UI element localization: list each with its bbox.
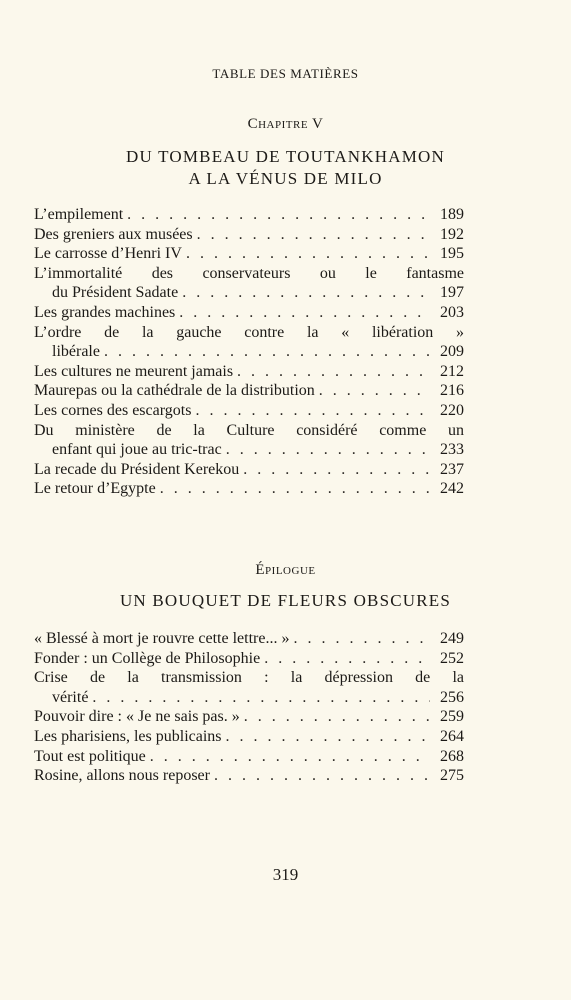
toc-page-number: 264 (440, 727, 464, 745)
dot-leader (182, 283, 430, 303)
dot-leader (179, 303, 430, 323)
toc-entry (34, 323, 464, 362)
toc-entry (34, 479, 464, 499)
toc-entry (34, 707, 464, 727)
toc-page-number: 220 (440, 401, 464, 419)
dot-leader (243, 460, 430, 480)
toc-page-number: 275 (440, 767, 464, 785)
toc-entry-title: Crise de la transmission : la dépression de la (34, 669, 464, 687)
dot-leader (244, 707, 430, 727)
dot-leader (195, 401, 430, 421)
dot-leader (226, 727, 430, 747)
toc-page-number: 252 (440, 649, 464, 667)
toc-page-number: 212 (440, 362, 464, 380)
toc-page-number: 203 (440, 303, 464, 321)
toc-entry (34, 629, 464, 649)
toc-entry-title: « Blessé à mort je rouvre cette lettre... » (34, 630, 290, 647)
chapter-label: Chapitre V (247, 116, 324, 132)
toc-entry-title: Rosine, allons nous reposer (34, 767, 210, 785)
toc-entry-title: L’empilement (34, 206, 124, 223)
toc-entry-title: vérité (52, 688, 89, 706)
toc-entry (34, 381, 464, 401)
toc-entry-title: Des greniers aux musées (34, 225, 193, 243)
toc-entry (34, 303, 464, 323)
running-head: TABLE DES MATIÈRES (212, 66, 359, 81)
toc-entry-title: Le carrosse d’Henri IV (34, 245, 182, 263)
dot-leader (186, 244, 430, 264)
toc-entry (34, 362, 464, 382)
dot-leader (127, 205, 430, 225)
toc-entry-title: enfant qui joue au tric-trac (52, 441, 222, 459)
dot-leader (293, 629, 430, 649)
toc-page-number: 249 (440, 630, 464, 647)
toc-entry-title: L’immortalité des conservateurs ou le fantasme (34, 264, 464, 282)
chapter-title (0, 146, 571, 190)
dot-leader (214, 766, 430, 786)
page-number: 319 (272, 865, 299, 884)
toc-entry (34, 649, 464, 669)
toc-entry (34, 421, 464, 460)
toc-entry-title: Les cornes des escargots (34, 401, 192, 419)
toc-entry (34, 244, 464, 264)
toc-page-number: 192 (440, 225, 464, 243)
dot-leader (197, 225, 430, 245)
toc-entry (34, 727, 464, 747)
toc-page-number: 209 (440, 343, 464, 361)
toc-page-number: 242 (440, 480, 464, 498)
toc-page-number: 259 (440, 708, 464, 726)
toc-page-number: 216 (440, 382, 464, 400)
dot-leader (160, 479, 430, 499)
dot-leader (92, 688, 430, 708)
toc-entry-title: Pouvoir dire : « Je ne sais pas. » (34, 708, 240, 726)
toc-entry (34, 264, 464, 303)
toc-entry-title: Du ministère de la Culture considéré comme un (34, 421, 464, 439)
toc-entry-title: Fonder : un Collège de Philosophie (34, 649, 261, 667)
toc-entry-title: du Président Sadate (52, 284, 179, 302)
dot-leader (226, 440, 430, 460)
toc-entry-title: Maurepas ou la cathédrale de la distribution (34, 382, 315, 400)
toc-entry-title: La recade du Président Kerekou (34, 460, 240, 478)
toc-entry (34, 747, 464, 767)
dot-leader (237, 362, 430, 382)
toc-entry-title: libérale (52, 343, 100, 361)
epilogue-toc (34, 629, 464, 786)
toc-page-number: 256 (440, 688, 464, 706)
toc-entry (34, 401, 464, 421)
toc-entry (34, 205, 464, 225)
dot-leader (264, 649, 430, 669)
toc-entry (34, 766, 464, 786)
epilogue-label: Épilogue (255, 562, 316, 578)
chapter-toc (34, 205, 464, 499)
toc-page-number: 237 (440, 460, 464, 478)
chapter-title-line-2: A LA VÉNUS DE MILO (188, 169, 383, 188)
dot-leader (150, 747, 430, 767)
toc-entry-title: Les pharisiens, les publicains (34, 727, 222, 745)
toc-entry-title: Le retour d’Egypte (34, 480, 156, 498)
toc-entry (34, 668, 464, 707)
toc-page-number: 197 (440, 284, 464, 302)
chapter-title-line-1: DU TOMBEAU DE TOUTANKHAMON (125, 147, 445, 166)
toc-entry-title: L’ordre de la gauche contre la « libération » (34, 323, 464, 341)
dot-leader (104, 342, 430, 362)
toc-entry (34, 460, 464, 480)
toc-page-number: 268 (440, 747, 464, 765)
toc-entry-title: Les cultures ne meurent jamais (34, 362, 234, 380)
toc-page-number: 195 (440, 245, 464, 263)
toc-entry-title: Les grandes machines (34, 303, 176, 321)
toc-page-number: 233 (440, 441, 464, 459)
epilogue-title: UN BOUQUET DE FLEURS OBSCURES (119, 591, 452, 610)
toc-page-number: 189 (440, 206, 464, 223)
toc-entry-title: Tout est politique (34, 747, 146, 765)
dot-leader (319, 381, 430, 401)
toc-entry (34, 225, 464, 245)
